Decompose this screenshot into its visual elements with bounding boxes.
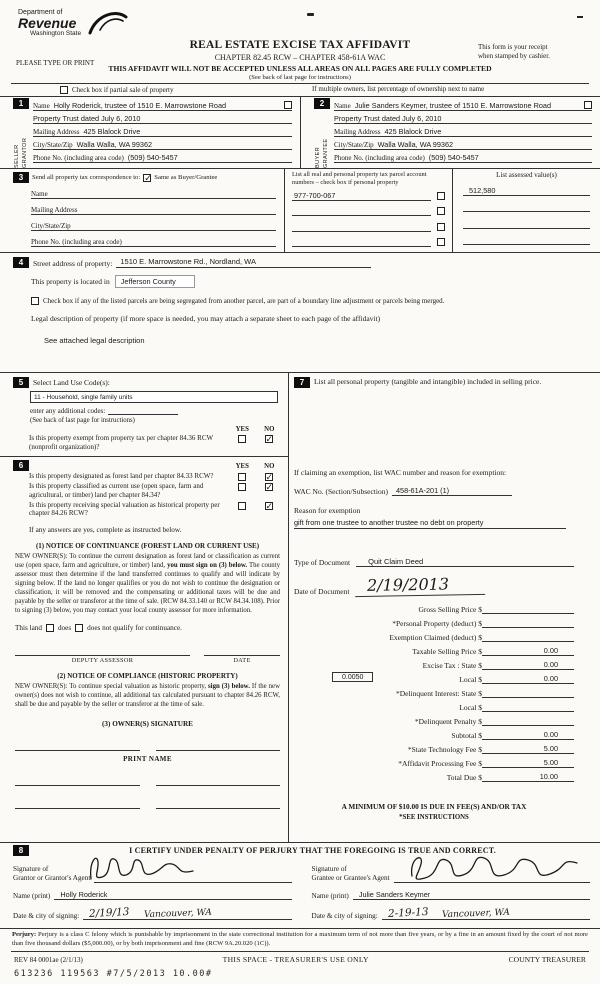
date-of-document-row — [294, 570, 574, 596]
buyer-name-value2[interactable]: Property Trust dated July 6, 2010 — [334, 114, 442, 123]
wac-label: WAC No. (Section/Subsection) — [294, 487, 388, 496]
notice2-pre: NEW OWNER(S): To continue special valuation as historic property, — [15, 682, 209, 690]
scan-artifact — [577, 16, 583, 18]
multiple-owners-note: If multiple owners, list percentage of ownership next to name — [312, 85, 485, 93]
correspondence-column — [0, 169, 285, 252]
exempt-no-checkbox[interactable]: ✓ — [265, 434, 274, 444]
buyer-word: BUYER — [315, 147, 321, 168]
logo-department-of: Department of — [18, 9, 63, 16]
seller-mailing-label: Mailing Address — [33, 128, 80, 136]
additional-codes-field[interactable] — [108, 407, 178, 415]
segregated-row — [31, 297, 590, 305]
receipt-note-line1: This form is your receipt — [478, 43, 548, 51]
notice-continuance-title: (1) NOTICE OF CONTINUANCE (FOREST LAND OR CURRENT USE) — [35, 542, 260, 550]
land-use-header — [13, 377, 282, 388]
total-due-label: Total Due $ — [446, 773, 482, 782]
grantee-name-label: Name (print) — [311, 892, 349, 900]
land-use-code-field[interactable]: 11 - Household, single family units — [30, 391, 278, 403]
delinquent-penalty-row — [294, 712, 574, 726]
buyer-city-label: City/State/Zip — [334, 141, 374, 149]
affidavit-processing-fee-row — [294, 754, 574, 768]
seller-word: SELLER — [14, 144, 20, 168]
land-use-section — [0, 373, 288, 457]
grantor-sig-label-2: Grantor or Grantor's Agent — [13, 874, 91, 882]
parcel-personal-checkbox[interactable] — [437, 223, 445, 231]
certification-header — [13, 845, 590, 856]
grantee-name-row — [312, 888, 591, 900]
grantor-signature-block — [13, 857, 292, 920]
subtotal-row — [294, 726, 574, 740]
assessed-value[interactable]: 512,580 — [463, 184, 590, 196]
grantor-date-label: Date & city of signing: — [13, 912, 80, 920]
exempt-yes-checkbox[interactable] — [238, 435, 246, 443]
grantor-city-value: Vancouver, WA — [143, 907, 212, 921]
located-in-label: This property is located in — [31, 277, 110, 286]
print-name-line[interactable] — [156, 778, 281, 786]
grantor-name-row — [13, 888, 292, 900]
does-not-label: does not qualify for continuance. — [87, 623, 182, 632]
state-technology-fee-row — [294, 740, 574, 754]
type-of-document-value[interactable]: Quit Claim Deed — [356, 557, 574, 567]
section-7-number: 7 — [294, 377, 310, 388]
grantor-date-value: 2/19/13 — [88, 905, 131, 921]
land-use-label: Select Land Use Code(s): — [33, 378, 110, 387]
deputy-assessor-block — [15, 646, 190, 664]
section-4-number: 4 — [13, 257, 29, 268]
same-as-buyer-label: Same as Buyer/Grantee — [154, 174, 218, 181]
form-chapter: CHAPTER 82.45 RCW – CHAPTER 458-61A WAC — [214, 53, 386, 62]
current-use-answers — [228, 482, 282, 500]
forest-answers — [228, 472, 282, 481]
buyer-name-value[interactable]: Julie Sanders Keymer, trustee of 1510 E. Marrowstone Road — [354, 101, 552, 110]
grantee-date-label: Date & city of signing: — [311, 912, 378, 920]
corr-city-label: City/State/Zip — [31, 222, 71, 230]
legal-description-value[interactable]: See attached legal description — [44, 336, 145, 345]
section-6-number: 6 — [13, 460, 29, 471]
grantor-sig-label-1: Signature of — [13, 865, 49, 873]
parcel-column — [285, 169, 453, 252]
parcel-number-value[interactable] — [292, 215, 431, 216]
buyer-mailing-row — [334, 124, 592, 137]
see-back-note-5: (See back of last page for instructions) — [30, 417, 135, 424]
seller-name-value[interactable]: Holly Roderick, trustee of 1510 E. Marrowstone Road — [53, 101, 227, 110]
owner-signature-line[interactable] — [15, 743, 140, 751]
exemption-prompt: If claiming an exemption, list WAC number and reason for exemption: — [294, 468, 507, 477]
title-block — [110, 39, 490, 62]
grantor-name-label: Name (print) — [13, 892, 51, 900]
continuance-qualify-row — [15, 624, 282, 632]
grantor-date-row — [13, 905, 292, 920]
form-title: REAL ESTATE EXCISE TAX AFFIDAVIT — [189, 39, 411, 51]
seller-mailing-row — [33, 124, 292, 137]
parcel-row — [292, 220, 445, 232]
parcel-personal-checkbox[interactable] — [437, 238, 445, 246]
assessed-value[interactable] — [463, 200, 590, 212]
legal-description-label: Legal description of property (if more space is needed, you may attach a separate sheet to each page of the affidavit) — [31, 314, 381, 323]
notice-continuance-text — [13, 553, 282, 616]
perjury-note — [12, 931, 588, 948]
county-treasurer-label: COUNTY TREASURER — [508, 955, 586, 964]
see-instructions-note: *SEE INSTRUCTIONS — [399, 814, 469, 821]
deputy-date-block — [204, 646, 280, 664]
corr-name-row[interactable] — [31, 186, 276, 199]
does-label: does — [57, 623, 72, 632]
wac-row — [294, 486, 574, 496]
tech-fee-label: *State Technology Fee $ — [407, 745, 482, 754]
yes-header: YES — [235, 463, 249, 470]
buyer-name-label: Name — [334, 102, 351, 110]
total-due-row — [294, 768, 574, 782]
minimum-due-note: A MINIMUM OF $10.00 IS DUE IN FEE(S) AND/OR TAX — [341, 802, 527, 811]
seller-rail — [13, 98, 30, 168]
divider — [11, 951, 589, 952]
see-back-note: (See back of last page for instructions) — [249, 74, 351, 81]
deputy-assessor-row — [15, 646, 280, 664]
notice2-bold: sign (3) below. — [208, 682, 250, 690]
parcel-number-value[interactable] — [292, 246, 431, 247]
grantor-word: GRANTOR — [22, 137, 28, 168]
corr-phone-label: Phone No. (including area code) — [31, 238, 122, 246]
grantee-sig-label-2: Grantee or Grantee's Agent — [311, 874, 390, 882]
reason-for-exemption-label: Reason for exemption — [294, 506, 361, 515]
section-2-number: 2 — [314, 98, 330, 109]
print-name-line[interactable] — [15, 778, 140, 786]
partial-sale-checkbox[interactable] — [60, 86, 68, 94]
acceptance-warning: THIS AFFIDAVIT WILL NOT BE ACCEPTED UNLESS ALL AREAS ON ALL PAGES ARE FULLY COMPLETED — [108, 64, 492, 73]
seller-grantor-section — [0, 97, 300, 168]
reason-for-exemption-value[interactable]: gift from one trustee to another trustee no debt on property — [294, 518, 566, 529]
correspondence-parcel-section — [0, 169, 600, 253]
buyer-grantee-section — [300, 97, 600, 168]
same-as-buyer-checkbox[interactable]: ✓ — [144, 172, 152, 183]
corr-phone-row[interactable] — [31, 234, 276, 247]
exemption-claimed-label: Exemption Claimed (deduct) $ — [389, 633, 482, 642]
scan-artifact — [307, 13, 314, 16]
type-of-document-row — [294, 557, 574, 567]
receipt-note — [478, 43, 586, 62]
grantor-name-value[interactable]: Holly Roderick — [54, 890, 291, 900]
property-location-section — [0, 253, 600, 373]
buyer-side-label — [314, 109, 331, 168]
grantor-date-field[interactable] — [83, 907, 291, 920]
exempt-answers — [228, 434, 282, 452]
segregated-label: Check box if any of the listed parcels are being segregated from another parcel, are part of a boundary line adjustment or parcels being merged. — [43, 297, 445, 305]
grantor-signature-line[interactable] — [94, 881, 291, 883]
buyer-rail — [314, 98, 331, 168]
seller-city-label: City/State/Zip — [33, 141, 73, 149]
gross-selling-price-row — [294, 600, 574, 614]
deputy-date-line[interactable] — [204, 646, 280, 656]
seller-phone-row — [33, 150, 292, 163]
additional-codes-label: enter any additional codes: — [30, 407, 106, 415]
parties-section — [0, 96, 600, 169]
tech-fee-value[interactable]: 5.00 — [482, 744, 574, 754]
logo-revenue: Revenue — [18, 15, 77, 31]
corr-mailing-row[interactable] — [31, 202, 276, 215]
main-columns — [0, 373, 600, 843]
notice1-post: The county assessor must then determine if the land transferred continues to qualify and will indicate by signing below. If the land no longer qualifies or you do not wish to continue the designation or classification, it will be removed and the compensating or additional taxes will be due and payable by the seller or transferor at the time of sale. (RCW 84.33.140 or RCW 84.34.108). Prior to signing (3) below, you may contact your local county assessor for more information. — [15, 561, 280, 614]
divider — [11, 83, 589, 84]
grantee-date-field[interactable] — [382, 907, 590, 920]
processing-fee-label: *Affidavit Processing Fee $ — [398, 759, 482, 768]
street-address-label: Street address of property: — [33, 259, 113, 268]
notice-compliance-text — [13, 683, 282, 710]
correspondence-header — [13, 172, 276, 183]
section-1-number: 1 — [13, 98, 29, 109]
street-address-row — [13, 257, 590, 268]
buyer-name-row2 — [334, 111, 592, 124]
delinquent-interest-state-row — [294, 684, 574, 698]
designation-section — [0, 457, 288, 842]
parcel-number-value[interactable]: 977-700-067 — [292, 191, 431, 201]
corr-name-label: Name — [31, 190, 48, 198]
grantee-signature-block — [312, 857, 591, 920]
historic-question-row — [29, 501, 282, 519]
segregated-checkbox[interactable] — [31, 297, 39, 305]
historic-no-checkbox[interactable]: ✓ — [265, 500, 274, 511]
deputy-assessor-label: DEPUTY ASSESSOR — [71, 656, 134, 664]
excise-state-row — [294, 656, 574, 670]
buyer-mailing-label: Mailing Address — [334, 128, 381, 136]
delinquent-interest-state-label: *Delinquent Interest: State $ — [395, 689, 482, 698]
buyer-mailing-value[interactable]: 425 Blalock Drive — [384, 127, 442, 136]
local-rate-box: 0.0050 — [332, 672, 373, 682]
grantor-signature-labels — [13, 865, 90, 883]
grantee-signature-line[interactable] — [394, 881, 590, 883]
buyer-city-value[interactable]: Walla Walla, WA 99362 — [377, 140, 454, 149]
taxable-value[interactable]: 0.00 — [482, 646, 574, 656]
located-in-row — [31, 275, 590, 288]
treasurer-space-label: THIS SPACE - TREASURER'S USE ONLY — [222, 955, 369, 964]
grantee-signature-labels — [312, 865, 390, 883]
seller-name-label: Name — [33, 102, 50, 110]
seller-phone-value[interactable]: (509) 540-5457 — [127, 153, 178, 162]
buyer-phone-label: Phone No. (including area code) — [334, 154, 425, 162]
owner-signature-line[interactable] — [156, 743, 281, 751]
corr-mailing-label: Mailing Address — [31, 206, 78, 214]
buyer-fields — [334, 98, 592, 168]
designation-header — [13, 460, 282, 471]
taxable-label: Taxable Selling Price $ — [412, 647, 482, 656]
excise-state-label: Excise Tax : State $ — [422, 661, 482, 670]
forest-no-checkbox[interactable]: ✓ — [265, 472, 274, 482]
delinquent-penalty-label: *Delinquent Penalty $ — [414, 717, 482, 726]
parcel-personal-checkbox[interactable] — [437, 207, 445, 215]
forest-question-row — [29, 472, 282, 481]
seller-name-row2 — [33, 111, 292, 124]
parcel-row — [292, 235, 445, 247]
current-use-yes-checkbox[interactable] — [238, 483, 246, 491]
subtotal-value[interactable]: 0.00 — [482, 730, 574, 740]
buyer-phone-row — [334, 150, 592, 163]
personal-deduct-label: *Personal Property (deduct) $ — [392, 619, 482, 628]
corr-city-row[interactable] — [31, 218, 276, 231]
tax-computation-section — [289, 373, 600, 842]
owner-signature-line[interactable] — [15, 801, 140, 809]
does-checkbox[interactable] — [46, 624, 54, 632]
please-type-or-print: PLEASE TYPE OR PRINT — [16, 59, 95, 67]
exemption-claimed-row — [294, 628, 574, 642]
seller-name-row — [33, 98, 292, 111]
buyer-city-row — [334, 137, 592, 150]
seller-phone-label: Phone No. (including area code) — [33, 154, 124, 162]
gross-label: Gross Selling Price $ — [418, 605, 482, 614]
notice1-pre: NEW OWNER(S): To continue the current designation as forest land or classification as current use (open space, farm and agriculture, or timber) land, — [15, 553, 280, 569]
type-of-document-label: Type of Document — [294, 558, 351, 567]
grantee-name-value[interactable]: Julie Sanders Keymer — [353, 890, 590, 900]
left-column — [0, 373, 289, 842]
forest-question: Is this property designated as forest land per chapter 84.33 RCW? — [29, 472, 214, 480]
historic-yes-checkbox[interactable] — [238, 502, 246, 510]
buyer-ownership-checkbox[interactable] — [584, 101, 592, 109]
section-5-number: 5 — [13, 377, 29, 388]
signature-columns — [13, 857, 590, 920]
receipt-note-line2: when stamped by cashier. — [478, 52, 550, 61]
excise-state-value[interactable]: 0.00 — [482, 660, 574, 670]
historic-question: Is this property receiving special valuation as historical property per chapter 84.26 RCW? — [29, 500, 220, 518]
grantee-date-row — [312, 905, 591, 920]
excise-local-row — [294, 670, 574, 684]
dor-swoosh-icon — [86, 7, 128, 42]
deputy-assessor-signature-line[interactable] — [15, 646, 190, 656]
yes-header: YES — [235, 426, 249, 433]
seller-ownership-checkbox[interactable] — [284, 101, 292, 109]
delinquent-interest-local-row — [294, 698, 574, 712]
forest-yes-checkbox[interactable] — [238, 473, 246, 481]
seller-mailing-value[interactable]: 425 Blalock Drive — [83, 127, 141, 136]
parcel-header: List all real and personal property tax parcel account numbers – check box if personal property — [292, 171, 427, 186]
deputy-date-label: DATE — [233, 656, 251, 664]
perjury-body: Perjury is a class C felony which is punishable by imprisonment in the state correctional institution for a maximum term of not more than five years, or by a fine in an amount fixed by the court of not more than five thousand dollars ($5,000.00), or by both imprisonment and fine (RCW 9A.20.020 (1C)). — [12, 931, 588, 947]
seller-fields — [33, 98, 292, 168]
grantor-signature-area — [13, 857, 292, 883]
cashier-stamp: 613236 119563 #7/5/2013 10.00# — [14, 969, 213, 979]
section-8-number: 8 — [13, 845, 29, 856]
buyer-phone-value[interactable]: (509) 540-5457 — [428, 153, 479, 162]
assessed-value[interactable] — [463, 233, 590, 245]
parcel-rows — [292, 186, 445, 250]
parcel-personal-checkbox[interactable] — [437, 192, 445, 200]
notice-compliance-title: (2) NOTICE OF COMPLIANCE (HISTORIC PROPERTY) — [57, 671, 238, 680]
partial-sale-row — [12, 85, 588, 95]
exempt-question-row — [29, 434, 282, 452]
logo-washington-state: Washington State — [30, 30, 82, 37]
correspondence-label: Send all property tax correspondence to: — [32, 174, 141, 181]
additional-codes-row — [30, 407, 282, 415]
exempt-question: Is this property exempt from property tax per chapter 84.36 RCW (nonprofit organization)? — [29, 434, 213, 451]
parcel-row — [292, 204, 445, 216]
parcel-row — [292, 189, 445, 201]
notice2-post: If the new owner(s) does not wish to continue, all additional tax calculated pursuant to chapter 84.26 RCW, shall be due and payable by the seller or transferor at the time of sale. — [15, 682, 280, 708]
seller-name-value2[interactable]: Property Trust dated July 6, 2010 — [33, 114, 141, 123]
grantee-sig-label-1: Signature of — [311, 865, 347, 873]
street-address-value[interactable]: 1510 E. Marrowstone Rd., Nordland, WA — [116, 257, 371, 268]
assessed-value-column — [453, 169, 600, 252]
footer-row — [14, 955, 586, 964]
correspondence-fields — [31, 183, 276, 250]
owner-signature-lines — [15, 743, 280, 751]
rev-number: REV 84 0001ae (2/1/13) — [14, 955, 83, 964]
grantee-city-value: Vancouver, WA — [442, 907, 511, 921]
seller-city-row — [33, 137, 292, 150]
excise-local-label: Local $ — [459, 675, 482, 684]
section-3-number: 3 — [13, 172, 29, 183]
seller-side-label — [13, 109, 30, 168]
total-due-value[interactable]: 10.00 — [482, 772, 574, 782]
partial-sale-label: Check box if partial sale of property — [72, 86, 174, 94]
certification-section — [0, 843, 600, 929]
buyer-name-row — [334, 98, 592, 111]
current-use-no-checkbox[interactable]: ✓ — [265, 482, 274, 492]
owners-signature-title: (3) OWNER(S) SIGNATURE — [102, 719, 193, 728]
delinquent-interest-local-label: Local $ — [459, 703, 482, 712]
yes-no-header-6 — [228, 463, 282, 470]
personal-property-header — [294, 377, 574, 388]
personal-property-prompt: List all personal property (tangible and intangible) included in selling price. — [314, 377, 542, 386]
print-name-lines — [15, 778, 280, 786]
money-table — [294, 600, 574, 782]
taxable-selling-price-row — [294, 642, 574, 656]
assessed-rows — [463, 179, 590, 250]
current-use-question-row — [29, 482, 282, 500]
county-select[interactable]: Jefferson County — [115, 275, 195, 288]
no-header: NO — [264, 426, 275, 433]
assessed-header: List assessed value(s) — [496, 171, 557, 179]
subtotal-label: Subtotal $ — [451, 731, 482, 740]
grantee-date-value: 2-19-13 — [387, 905, 429, 921]
grantee-word: GRANTEE — [323, 138, 329, 168]
wac-value[interactable]: 458-61A-201 (1) — [392, 486, 512, 496]
processing-fee-value[interactable]: 5.00 — [482, 758, 574, 768]
certify-statement: I CERTIFY UNDER PENALTY OF PERJURY THAT THE FOREGOING IS TRUE AND CORRECT. — [129, 846, 496, 855]
excise-local-value[interactable]: 0.00 — [482, 674, 574, 684]
extra-signature-lines — [15, 801, 280, 809]
no-header: NO — [264, 463, 275, 470]
if-yes-note: If any answers are yes, complete as instructed below. — [29, 526, 182, 534]
yes-no-header — [228, 426, 282, 433]
date-of-document-label: Date of Document — [294, 587, 350, 596]
date-of-document-value[interactable]: 2/19/2013 — [355, 574, 485, 597]
owner-signature-line[interactable] — [156, 801, 281, 809]
assessed-value[interactable] — [463, 217, 590, 229]
grantee-signature-area — [312, 857, 591, 883]
parcel-number-value[interactable] — [292, 231, 431, 232]
notice1-bold: you must sign on (3) below. — [167, 561, 248, 569]
personal-property-deduct-row — [294, 614, 574, 628]
perjury-lead: Perjury: — [12, 931, 37, 938]
seller-city-value[interactable]: Walla Walla, WA 99362 — [76, 140, 153, 149]
historic-answers — [228, 501, 282, 519]
current-use-question: Is this property classified as current use (open space, farm and agricultural, or timber) land per chapter 84.34? — [29, 482, 204, 499]
this-land-label: This land — [15, 623, 42, 632]
print-name-label: PRINT NAME — [123, 754, 172, 763]
does-not-checkbox[interactable] — [75, 624, 83, 632]
dor-logo — [18, 9, 148, 37]
